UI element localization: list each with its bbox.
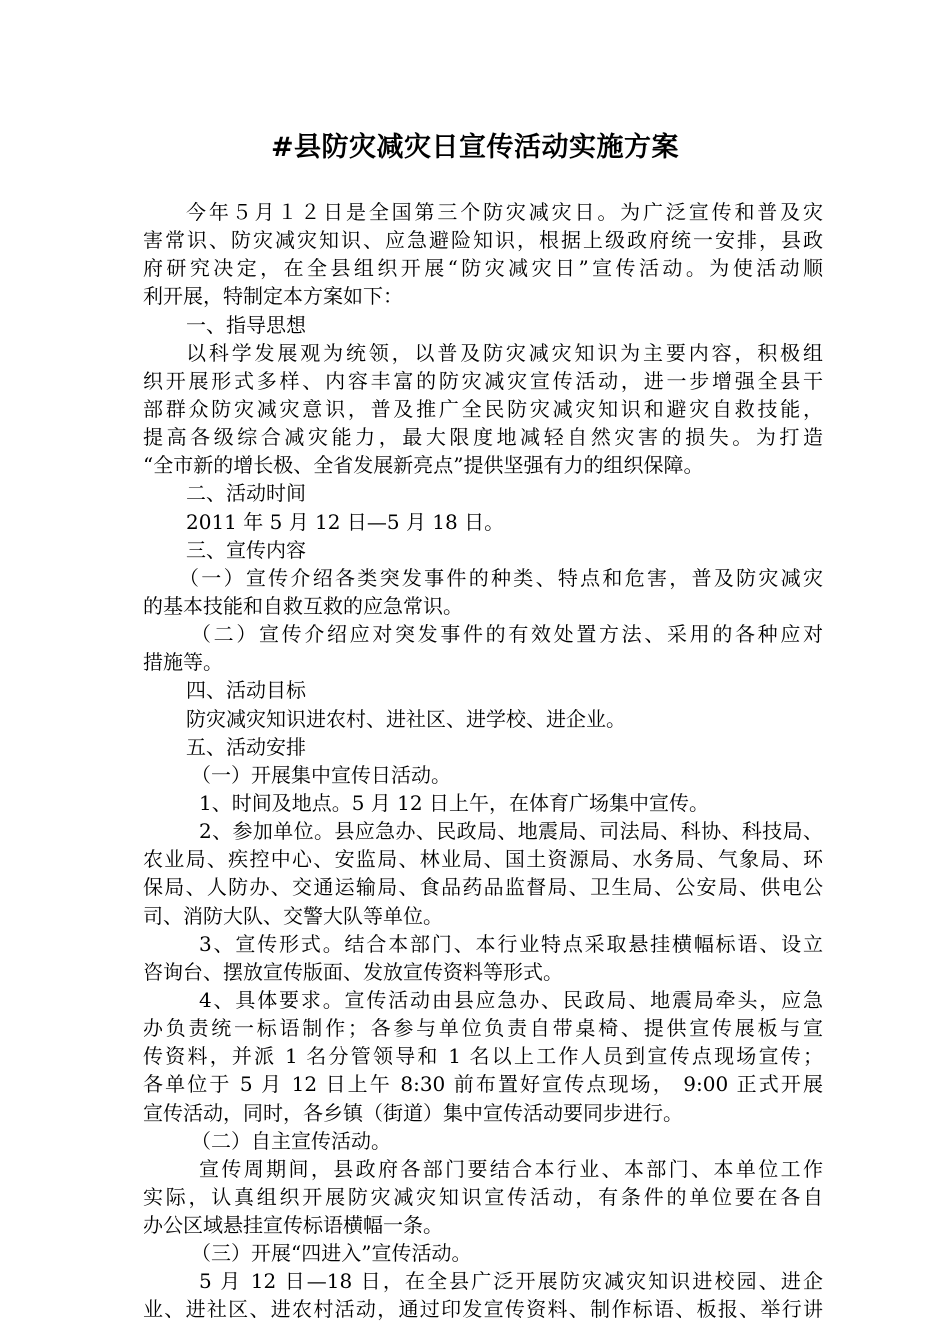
paragraph-line: 宣传活动，同时，各乡镇（街道）集中宣传活动要同步进行。 bbox=[143, 1100, 683, 1125]
paragraph-line: 宣传周期间，县政府各部门要结合本行业、本部门、本单位工作 bbox=[199, 1156, 823, 1181]
document-body bbox=[143, 198, 823, 1324]
paragraph-line: 办公区域悬挂宣传标语横幅一条。 bbox=[143, 1213, 443, 1238]
subsection-heading: （一）开展集中宣传日活动。 bbox=[191, 762, 451, 787]
paragraph-line: 5 月 12 日—18 日，在全县广泛开展防灾减灾知识进校园、进企 bbox=[199, 1269, 823, 1294]
paragraph-line: 害常识、防灾减灾知识、应急避险知识，根据上级政府统一安排，县政 bbox=[143, 228, 823, 253]
paragraph-line: 今年５月１２日是全国第三个防灾减灾日。为广泛宣传和普及灾 bbox=[186, 200, 823, 224]
paragraph-line: 1、时间及地点。5 月 12 日上午，在体育广场集中宣传。 bbox=[199, 790, 709, 815]
section-heading: 二、活动时间 bbox=[186, 481, 306, 506]
paragraph-line: 保局、人防办、交通运输局、食品药品监督局、卫生局、公安局、供电公 bbox=[143, 875, 823, 900]
paragraph-line: 2、参加单位。县应急办、民政局、地震局、司法局、科协、科技局、 bbox=[199, 819, 823, 844]
paragraph-line: 织开展形式多样、内容丰富的防灾减灾宣传活动，进一步增强全县干 bbox=[143, 368, 823, 393]
paragraph-line: 措施等。 bbox=[143, 650, 223, 675]
paragraph-line: 府研究决定，在全县组织开展“防灾减灾日”宣传活动。为使活动顺 bbox=[143, 256, 823, 281]
paragraph-line: 各单位于 5 月 12 日上午 8:30 前布置好宣传点现场， 9:00 正式开展 bbox=[143, 1072, 823, 1097]
paragraph-line: 3、宣传形式。结合本部门、本行业特点采取悬挂横幅标语、设立 bbox=[199, 931, 823, 956]
paragraph-line: 2011 年 5 月 12 日—5 月 18 日。 bbox=[186, 509, 505, 534]
paragraph-line: （一）宣传介绍各类突发事件的种类、特点和危害，普及防灾减灾 bbox=[179, 565, 823, 590]
subsection-heading: （三）开展“四进入”宣传活动。 bbox=[191, 1241, 472, 1266]
paragraph-line: 农业局、疾控中心、安监局、林业局、国土资源局、水务局、气象局、环 bbox=[143, 847, 823, 872]
paragraph-line: 业、进社区、进农村活动，通过印发宣传资料、制作标语、板报、举行讲 bbox=[143, 1297, 823, 1322]
paragraph-line: 办负责统一标语制作；各参与单位负责自带桌椅、提供宣传展板与宣 bbox=[143, 1016, 823, 1041]
section-heading: 五、活动安排 bbox=[186, 734, 306, 759]
section-heading: 三、宣传内容 bbox=[186, 537, 306, 562]
section-heading: 四、活动目标 bbox=[186, 678, 306, 703]
paragraph-line: 传资料，并派 1 名分管领导和 1 名以上工作人员到宣传点现场宣传； bbox=[143, 1044, 823, 1069]
paragraph-line: 的基本技能和自救互救的应急常识。 bbox=[143, 593, 463, 618]
paragraph-line: 防灾减灾知识进农村、进社区、进学校、进企业。 bbox=[186, 706, 626, 731]
paragraph-line: 部群众防灾减灾意识，普及推广全民防灾减灾知识和避灾自救技能， bbox=[143, 396, 823, 421]
paragraph-line: （二）宣传介绍应对突发事件的有效处置方法、采用的各种应对 bbox=[191, 622, 823, 647]
paragraph-line: 咨询台、摆放宣传版面、发放宣传资料等形式。 bbox=[143, 959, 563, 984]
paragraph-line: 司、消防大队、交警大队等单位。 bbox=[143, 903, 443, 928]
paragraph-line: 提高各级综合减灾能力，最大限度地减轻自然灾害的损失。为打造 bbox=[143, 425, 823, 450]
document-title: #县防灾减灾日宣传活动实施方案 bbox=[270, 132, 680, 163]
subsection-heading: （二）自主宣传活动。 bbox=[191, 1128, 391, 1153]
paragraph-line: 4、具体要求。宣传活动由县应急办、民政局、地震局牵头，应急 bbox=[199, 987, 823, 1012]
paragraph-line: 以科学发展观为统领，以普及防灾减灾知识为主要内容，积极组 bbox=[186, 340, 823, 365]
section-heading: 一、指导思想 bbox=[186, 312, 306, 337]
paragraph-line: “全市新的增长极、全省发展新亮点”提供坚强有力的组织保障。 bbox=[143, 453, 704, 478]
paragraph-line: 实际，认真组织开展防灾减灾知识宣传活动，有条件的单位要在各自 bbox=[143, 1184, 823, 1209]
paragraph-line: 利开展，特制定本方案如下： bbox=[143, 284, 403, 309]
